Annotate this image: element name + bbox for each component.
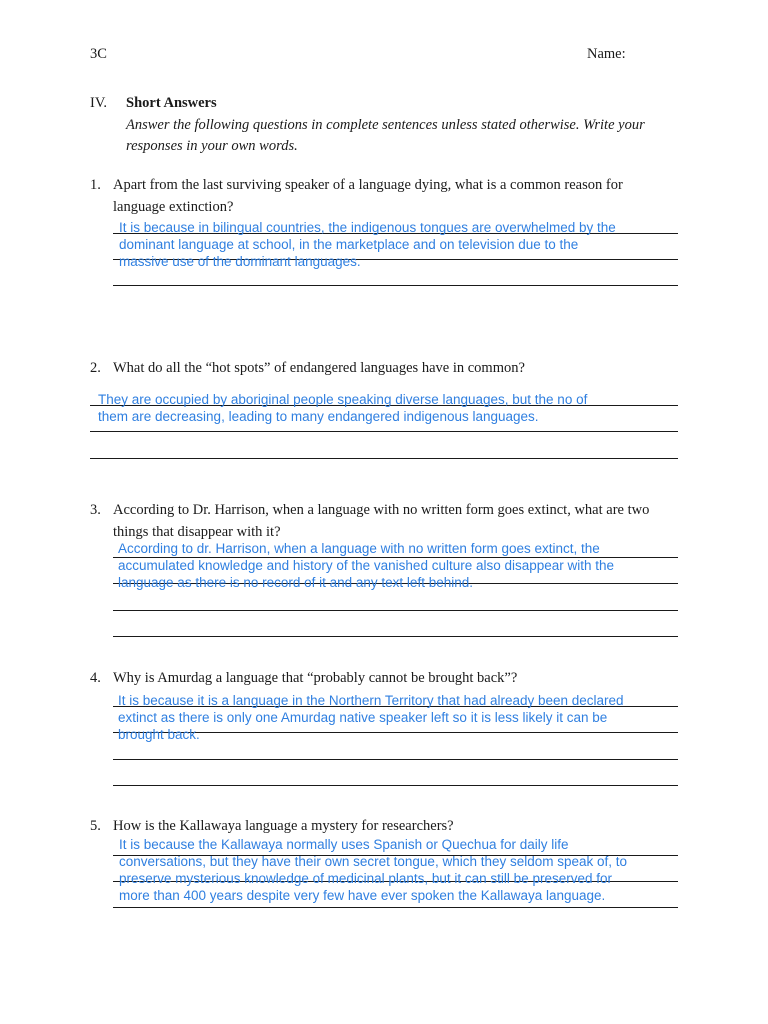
answer-line (113, 785, 678, 786)
answer-2[interactable]: They are occupied by aboriginal people speaking diverse languages, but the no of them are decreasing, leading to many endangered indigenous languages. (98, 392, 588, 424)
section-title: Short Answers (126, 95, 217, 111)
answer-line (113, 636, 678, 637)
question-4-text: Why is Amurdag a language that “probably cannot be brought back”? (113, 670, 518, 686)
question-number: 3. (90, 502, 101, 518)
class-code: 3C (90, 46, 107, 62)
question-number: 5. (90, 818, 101, 834)
question-number: 2. (90, 360, 101, 376)
question-5-text: How is the Kallawaya language a mystery for researchers? (113, 818, 454, 834)
answer-line (113, 610, 678, 611)
answer-1[interactable]: It is because in bilingual countries, the indigenous tongues are overwhelmed by the dominant language at school, in the marketplace and on television due to the massive use of the dominant languages. (119, 220, 616, 269)
question-2-text: What do all the “hot spots” of endangered languages have in common? (113, 360, 525, 376)
section-numeral: IV. (90, 95, 108, 111)
question-number: 1. (90, 177, 101, 193)
question-number: 4. (90, 670, 101, 686)
question-1-text: Apart from the last surviving speaker of a language dying, what is a common reason for language extinction? (113, 177, 623, 215)
section-instructions: Answer the following questions in complete sentences unless stated otherwise. Write your responses in your own words. (126, 117, 645, 154)
answer-4[interactable]: It is because it is a language in the Northern Territory that had already been declared extinct as there is only one Amurdag native speaker left so it is less likely it can be brought back. (118, 693, 624, 742)
answer-line (90, 458, 678, 459)
answer-line (113, 907, 678, 908)
answer-line (113, 285, 678, 286)
answer-5[interactable]: It is because the Kallawaya normally uses Spanish or Quechua for daily life conversations, but they have their own secret tongue, which they seldom speak of, to preserve mysterious knowledge of medicinal plants, but it can still be preserved for more than 400 years despite very few have ever spoken the Kallawaya language. (119, 837, 628, 903)
question-3-text: According to Dr. Harrison, when a language with no written form goes extinct, what are two things that disappear with it? (113, 502, 650, 540)
answer-line (90, 431, 678, 432)
answer-3[interactable]: According to dr. Harrison, when a language with no written form goes extinct, the accumulated knowledge and history of the vanished culture also disappear with the language as there is no record of it and any text left behind. (118, 541, 615, 590)
name-label: Name: (587, 46, 626, 62)
answer-line (113, 759, 678, 760)
